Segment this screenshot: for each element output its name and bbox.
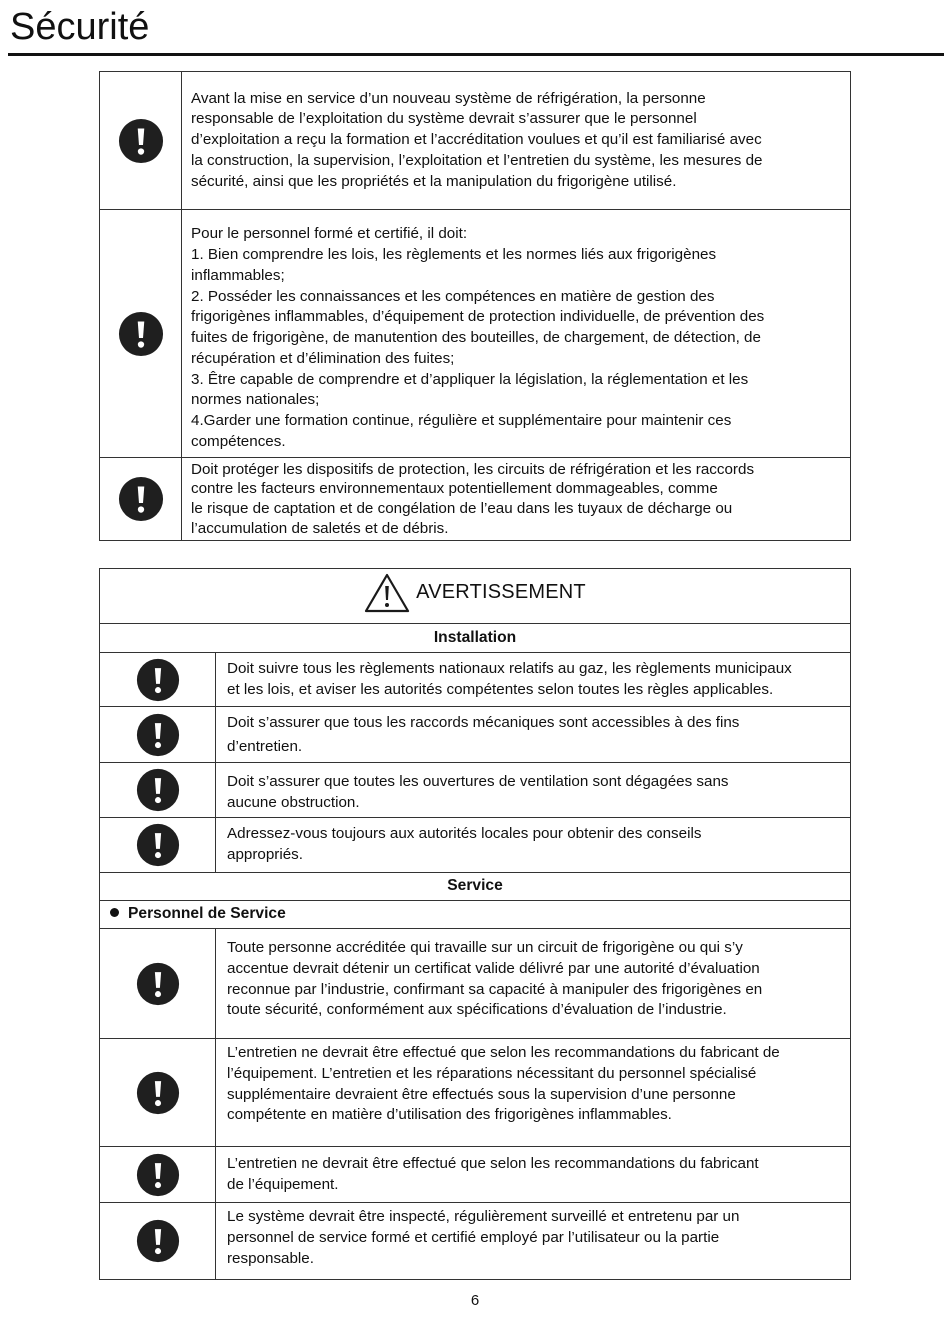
table-row (100, 458, 851, 541)
table-row (100, 210, 851, 458)
installation-title: Installation (100, 624, 851, 653)
warning-header (364, 573, 586, 613)
mandatory-action-icon (136, 768, 180, 812)
table-row (100, 1147, 851, 1203)
mandatory-action-icon (118, 476, 164, 522)
instruction-text: Adressez-vous toujours aux autorités locales pour obtenir des conseils appropriés. (227, 825, 702, 863)
instruction-text: Doit suivre tous les règlements nationaux relatifs au gaz, les règlements municipaux et les lois, et aviser les autorités compétentes selon toutes les règles applicables. (227, 659, 792, 698)
warning-triangle-icon (364, 573, 410, 613)
service-subheading-row (100, 901, 851, 929)
mandatory-action-icon (136, 1071, 180, 1115)
instruction-text: Avant la mise en service d’un nouveau système de réfrigération, la personne responsable de l’exploitation du système devrait s’assurer que le personnel d’exploitation a reçu la formation et l’accréditation voulues et qu’il est familiarisé avec la construction, la supervision, l’exploitation et l’entretien du système, les mesures de sécurité, ainsi que les propriétés et la manipulation du frigorigène utilisé. (191, 89, 763, 190)
instruction-text: Pour le personnel formé et certifié, il doit: 1. Bien comprendre les lois, les règlements et les normes liés aux frigorigènes inflammables; 2. Posséder les connaissances et les compétences en matière de gestion des frigorigènes inflammables, d’équipement de protection individuelle, de prévention des fuites de frigorigène, de manutention des bouteilles, de chargement, de détection, de récupération et d’élimination des fuites; 3. Être capable de comprendre et d’appliquer la législation, la réglementation et les normes nationales; 4.Garder une formation continue, régulière et supplémentaire pour maintenir ces compétences. (191, 225, 765, 451)
instruction-text: Le système devrait être inspecté, régulièrement surveillé et entretenu par un personnel de service formé et certifié employé par l’utilisateur ou la partie responsable. (227, 1208, 740, 1267)
safety-instructions-table (99, 71, 851, 541)
instruction-text: Toute personne accréditée qui travaille sur un circuit de frigorigène ou qui s’y accentue devrait détenir un certificat valide délivré par une autorité d’évaluation reconnue par l’industrie, confirmant sa capacité à manipuler des frigorigènes en toute sécurité, conformément aux spécifications d’évaluation de l’industrie. (227, 939, 763, 1019)
mandatory-action-icon (136, 823, 180, 867)
table-row (100, 707, 851, 763)
service-title-row (100, 873, 851, 901)
title-divider (8, 53, 944, 56)
warning-label: AVERTISSEMENT (416, 581, 586, 604)
mandatory-action-icon (136, 658, 180, 702)
mandatory-action-icon (136, 713, 180, 757)
mandatory-action-icon (118, 118, 164, 164)
warning-table (99, 568, 851, 1280)
mandatory-action-icon (136, 1219, 180, 1263)
instruction-text: Doit s’assurer que tous les raccords mécaniques sont accessibles à des fins d’entretien. (227, 713, 740, 755)
mandatory-action-icon (136, 962, 180, 1006)
page-title: Sécurité (10, 6, 150, 48)
table-row (100, 929, 851, 1039)
mandatory-action-icon (118, 311, 164, 357)
table-row (100, 763, 851, 818)
table-row (100, 818, 851, 873)
mandatory-action-icon (136, 1153, 180, 1197)
table-row (100, 653, 851, 707)
warning-header-row (100, 569, 851, 624)
page-number: 6 (470, 1292, 480, 1309)
installation-title-row (100, 624, 851, 653)
service-personnel-subheading: Personnel de Service (128, 905, 286, 923)
table-row (100, 72, 851, 210)
table-row (100, 1039, 851, 1147)
bullet-icon (110, 908, 119, 917)
service-title: Service (100, 873, 851, 901)
instruction-text: L’entretien ne devrait être effectué que selon les recommandations du fabricant de l’équipement. L’entretien et les réparations nécessitant du personnel spécialisé supplémentaire devraient être effectués sous la supervision d’une personne compétente en matière d’utilisation des frigorigènes inflammables. (227, 1044, 780, 1124)
table-row (100, 1203, 851, 1280)
instruction-text: Doit s’assurer que toutes les ouvertures de ventilation sont dégagées sans aucune obstruction. (227, 773, 729, 811)
instruction-text: L’entretien ne devrait être effectué que selon les recommandations du fabricant de l’équipement. (227, 1154, 759, 1193)
instruction-text: Doit protéger les dispositifs de protection, les circuits de réfrigération et les raccords contre les facteurs environnementaux potentiellement dommageables, comme le risque de captation et de congélation de l’eau dans les tuyaux de décharge ou l’accumulation de saletés et de débris. (191, 460, 755, 537)
